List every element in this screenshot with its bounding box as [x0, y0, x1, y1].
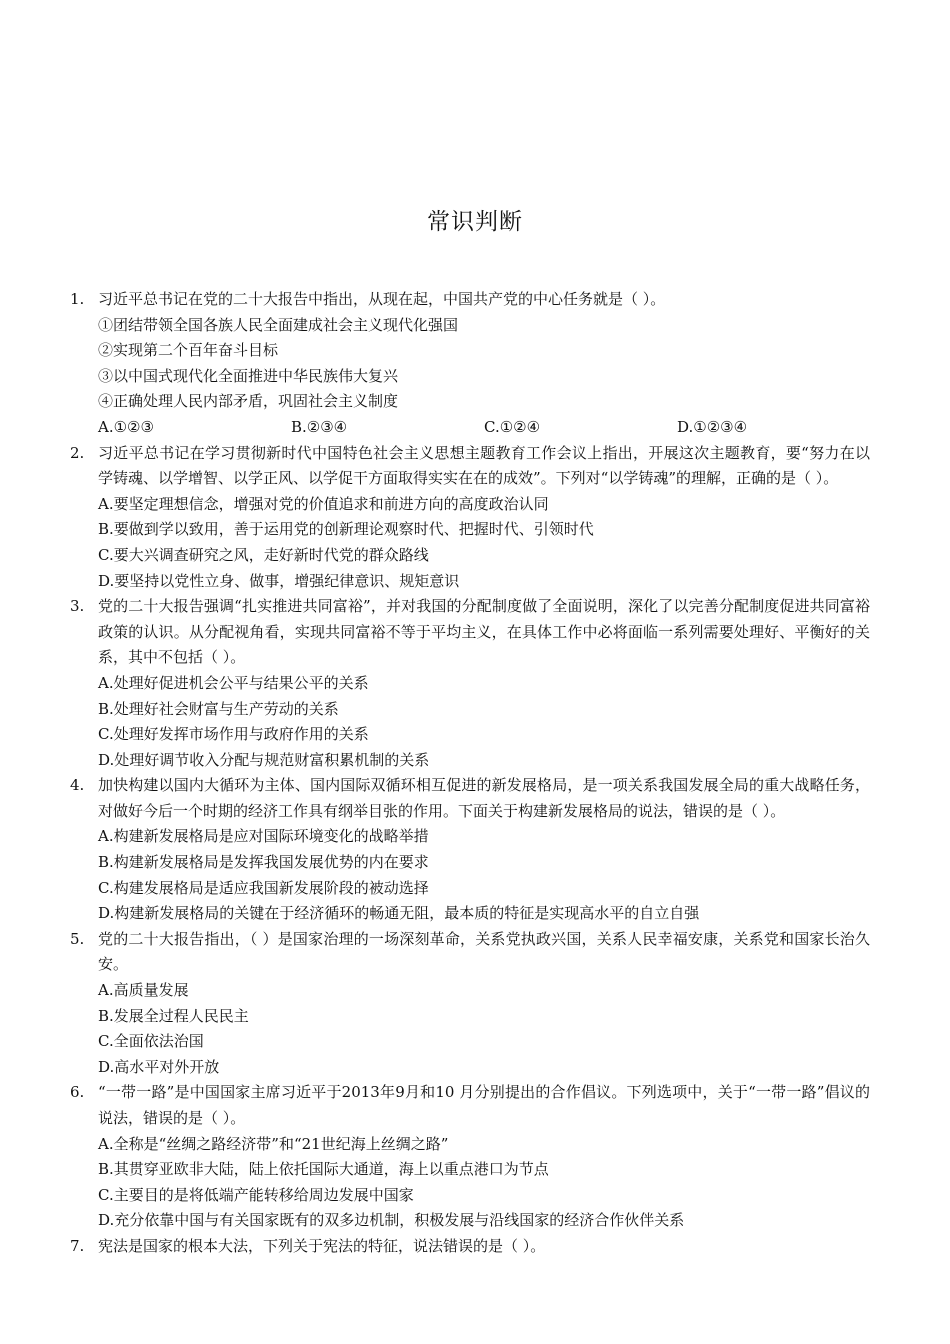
option-row: [98, 415, 870, 441]
question-2: [70, 441, 870, 595]
option-a: A.全称是“丝绸之路经济带”和“21世纪海上丝绸之路”: [98, 1134, 449, 1153]
option-b: B.构建新发展格局是发挥我国发展优势的内在要求: [98, 853, 429, 872]
option-c: C.主要目的是将低端产能转移给周边发展中国家: [98, 1185, 414, 1204]
statement: ④正确处理人民内部矛盾，巩固社会主义制度: [98, 392, 399, 411]
option-c: C.要大兴调查研究之风，走好新时代党的群众路线: [98, 545, 429, 564]
question-number: 2.: [70, 443, 85, 462]
question-7: [70, 1234, 870, 1260]
statement: ②实现第二个百年奋斗目标: [98, 341, 279, 360]
option-d: D.①②③④: [677, 417, 748, 436]
question-stem: 加快构建以国内大循环为主体、国内国际双循环相互促进的新发展格局，是一项关系我国发展全局的重大战略任务，对做好今后一个时期的经济工作具有纲举目张的作用。下面关于构建新发展格局的说法，错误的是（ ）。: [98, 776, 870, 820]
option-c: C.构建发展格局是适应我国新发展阶段的被动选择: [98, 878, 429, 897]
question-stem: “一带一路”是中国国家主席习近平于2013年9月和10 月分别提出的合作倡议。下列选项中，关于“一带一路”倡议的说法，错误的是（ ）。: [98, 1083, 870, 1127]
option-a: A.①②③: [98, 417, 154, 436]
question-stem: 党的二十大报告指出，（ ）是国家治理的一场深刻革命，关系党执政兴国，关系人民幸福安康，关系党和国家长治久安。: [98, 929, 870, 974]
option-b: B.②③④: [291, 417, 348, 436]
question-number: 5.: [70, 929, 85, 948]
option-d: D.构建新发展格局的关键在于经济循环的畅通无阻，最本质的特征是实现高水平的自立自强: [98, 904, 700, 923]
question-number: 7.: [70, 1236, 85, 1255]
statement: ③以中国式现代化全面推进中华民族伟大复兴: [98, 366, 399, 385]
option-a: A.高质量发展: [98, 981, 189, 1000]
question-5: [70, 927, 870, 1081]
option-b: B.处理好社会财富与生产劳动的关系: [98, 699, 339, 718]
question-number: 1.: [70, 290, 85, 308]
question-3: [70, 594, 870, 773]
option-b: B.要做到学以致用，善于运用党的创新理论观察时代、把握时代、引领时代: [98, 520, 594, 539]
option-b: B.发展全过程人民民主: [98, 1006, 249, 1025]
option-c: C.全面依法治国: [98, 1032, 204, 1051]
question-4: [70, 773, 870, 927]
question-stem: 习近平总书记在党的二十大报告中指出，从现在起，中国共产党的中心任务就是（ ）。: [98, 290, 666, 308]
option-a: A.处理好促进机会公平与结果公平的关系: [98, 673, 369, 692]
option-d: D.处理好调节收入分配与规范财富积累机制的关系: [98, 750, 430, 769]
question-6: [70, 1080, 870, 1234]
option-c: C.处理好发挥市场作用与政府作用的关系: [98, 725, 369, 744]
question-stem: 党的二十大报告强调“扎实推进共同富裕”，并对我国的分配制度做了全面说明，深化了以完善分配制度促进共同富裕政策的认识。从分配视角看，实现共同富裕不等于平均主义，在具体工作中必将面临一系列需要处理好、平衡好的关系，其中不包括（ ）。: [98, 597, 870, 667]
option-a: A.要坚定理想信念，增强对党的价值追求和前进方向的高度政治认同: [98, 494, 549, 513]
statement: ①团结带领全国各族人民全面建成社会主义现代化强国: [98, 315, 459, 334]
option-grid: [98, 978, 870, 1080]
option-c: C.①②④: [484, 417, 541, 436]
option-d: D.要坚持以党性立身、做事，增强纪律意识、规矩意识: [98, 571, 460, 590]
option-a: A.构建新发展格局是应对国际环境变化的战略举措: [98, 827, 429, 846]
question-list: [70, 287, 870, 1260]
question-stem: 宪法是国家的根本大法，下列关于宪法的特征，说法错误的是（ ）。: [98, 1236, 546, 1255]
question-number: 6.: [70, 1083, 85, 1102]
question-number: 4.: [70, 776, 85, 795]
option-b: B.其贯穿亚欧非大陆，陆上依托国际大通道，海上以重点港口为节点: [98, 1160, 549, 1179]
page-title: 常识判断: [427, 209, 523, 235]
question-number: 3.: [70, 597, 85, 616]
question-1: [70, 287, 870, 441]
question-stem: 习近平总书记在学习贯彻新时代中国特色社会主义思想主题教育工作会议上指出，开展这次主题教育，要“努力在以学铸魂、以学增智、以学正风、以学促干方面取得实实在在的成效”。下列对“以学铸魂”的理解，正确的是（ ）。: [98, 443, 870, 488]
option-d: D.充分依靠中国与有关国家既有的双多边机制，积极发展与沿线国家的经济合作伙伴关系: [98, 1211, 685, 1230]
option-d: D.高水平对外开放: [98, 1057, 220, 1076]
